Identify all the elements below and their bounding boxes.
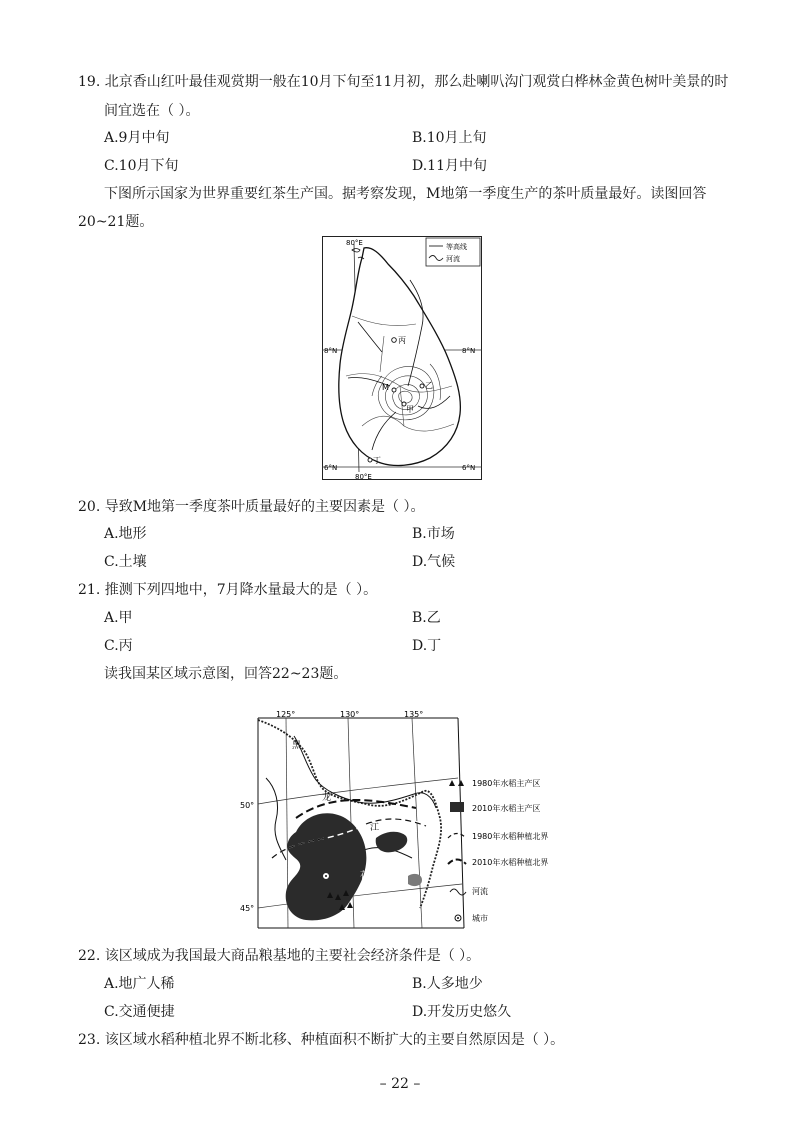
map1-lat8-right: 8°N [462,347,476,355]
legend-river: 河流 [472,887,488,896]
q20-option-a: A.地形 [104,526,147,542]
q21-option-a: A.甲 [104,610,133,626]
q20-option-d: D.气候 [412,554,456,570]
q19-option-d: D.11月中旬 [412,158,487,174]
intro-22-23: 读我国某区域示意图，回答22~23题。 [104,666,348,682]
map2-lon-135: 135° [404,710,424,719]
sri-lanka-map [322,236,482,480]
q19-option-a: A.9月中旬 [104,130,170,146]
q19-stem-line1: 19. 北京香山红叶最佳观赏期一般在10月下旬至11月初，那么赴喇叭沟门观赏白桦林金黄色树叶美景的时 [78,74,729,90]
legend-1980-region: 1980年水稻主产区 [472,779,541,788]
legend-2010-region: 2010年水稻主产区 [472,804,541,813]
legend-2010-line: 2010年水稻种植北界 [472,858,549,867]
place-jia-label: 甲 [406,405,414,414]
map2-lat-45: 45° [240,904,255,913]
map1-lon-bottom: 80°E [355,473,372,480]
q23-stem: 23. 该区域水稻种植北界不断北移、种植面积不断扩大的主要自然原因是（ ）。 [78,1032,565,1048]
legend-city: 城市 [472,914,488,923]
q20-option-b: B.市场 [412,526,455,542]
q19-stem-line2: 间宜选在（ ）。 [104,103,200,119]
q22-option-b: B.人多地少 [412,976,483,992]
intro-20-21-line1: 下图所示国家为世界重要红茶生产国。据考察发现，M地第一季度生产的茶叶质量最好。读图回答 [104,186,707,202]
map1-legend [426,238,480,266]
q22-option-d: D.开发历史悠久 [412,1004,512,1020]
q22-stem: 22. 该区域成为我国最大商品粮基地的主要社会经济条件是（ ）。 [78,948,481,964]
map1-lat6-left: 6°N [324,464,338,472]
legend-1980-line: 1980年水稻种植北界 [472,832,549,841]
map1-lat6-right: 6°N [462,464,476,472]
northeast-china-map [236,708,570,930]
map1-legend-river: 河流 [446,255,460,263]
q20-option-c: C.土壤 [104,554,147,570]
q21-option-b: B.乙 [412,610,441,626]
river-label-jiang: 江 [370,823,380,833]
river-label-long: 龙 [322,793,332,803]
map2-lon-130: 130° [340,710,360,719]
map1-lon-top: 80°E [346,239,363,247]
intro-20-21-line2: 20~21题。 [78,214,154,230]
place-yi-marker [420,384,424,388]
map1-lat8-left: 8°N [324,347,338,355]
q19-option-c: C.10月下旬 [104,158,179,174]
place-ding-marker [368,458,372,462]
page-number: – 22 – [379,1076,421,1092]
q22-option-c: C.交通便捷 [104,1004,175,1020]
place-yi-label: 乙 [425,381,433,390]
river-label-song: 松 [376,855,386,865]
place-m-label: M [382,383,389,392]
q21-option-c: C.丙 [104,638,133,654]
map2-lat-50: 50° [240,801,255,810]
river-label-hua: 花 [360,871,370,881]
q21-stem: 21. 推测下列四地中，7月降水量最大的是（ ）。 [78,582,378,598]
map2-lon-125: 125° [276,710,296,719]
place-bing-label: 丙 [398,336,406,345]
q20-stem: 20. 导致M地第一季度茶叶质量最好的主要因素是（ ）。 [78,499,425,515]
q21-option-d: D.丁 [412,638,442,654]
q22-option-a: A.地广人稀 [104,976,175,992]
river-label-hei: 黑 [292,741,302,751]
q19-option-b: B.10月上旬 [412,130,487,146]
map1-legend-contour: 等高线 [446,243,467,251]
place-ding-label: 丁 [373,456,381,465]
place-m-marker [392,388,396,392]
place-bing-marker [392,338,397,343]
